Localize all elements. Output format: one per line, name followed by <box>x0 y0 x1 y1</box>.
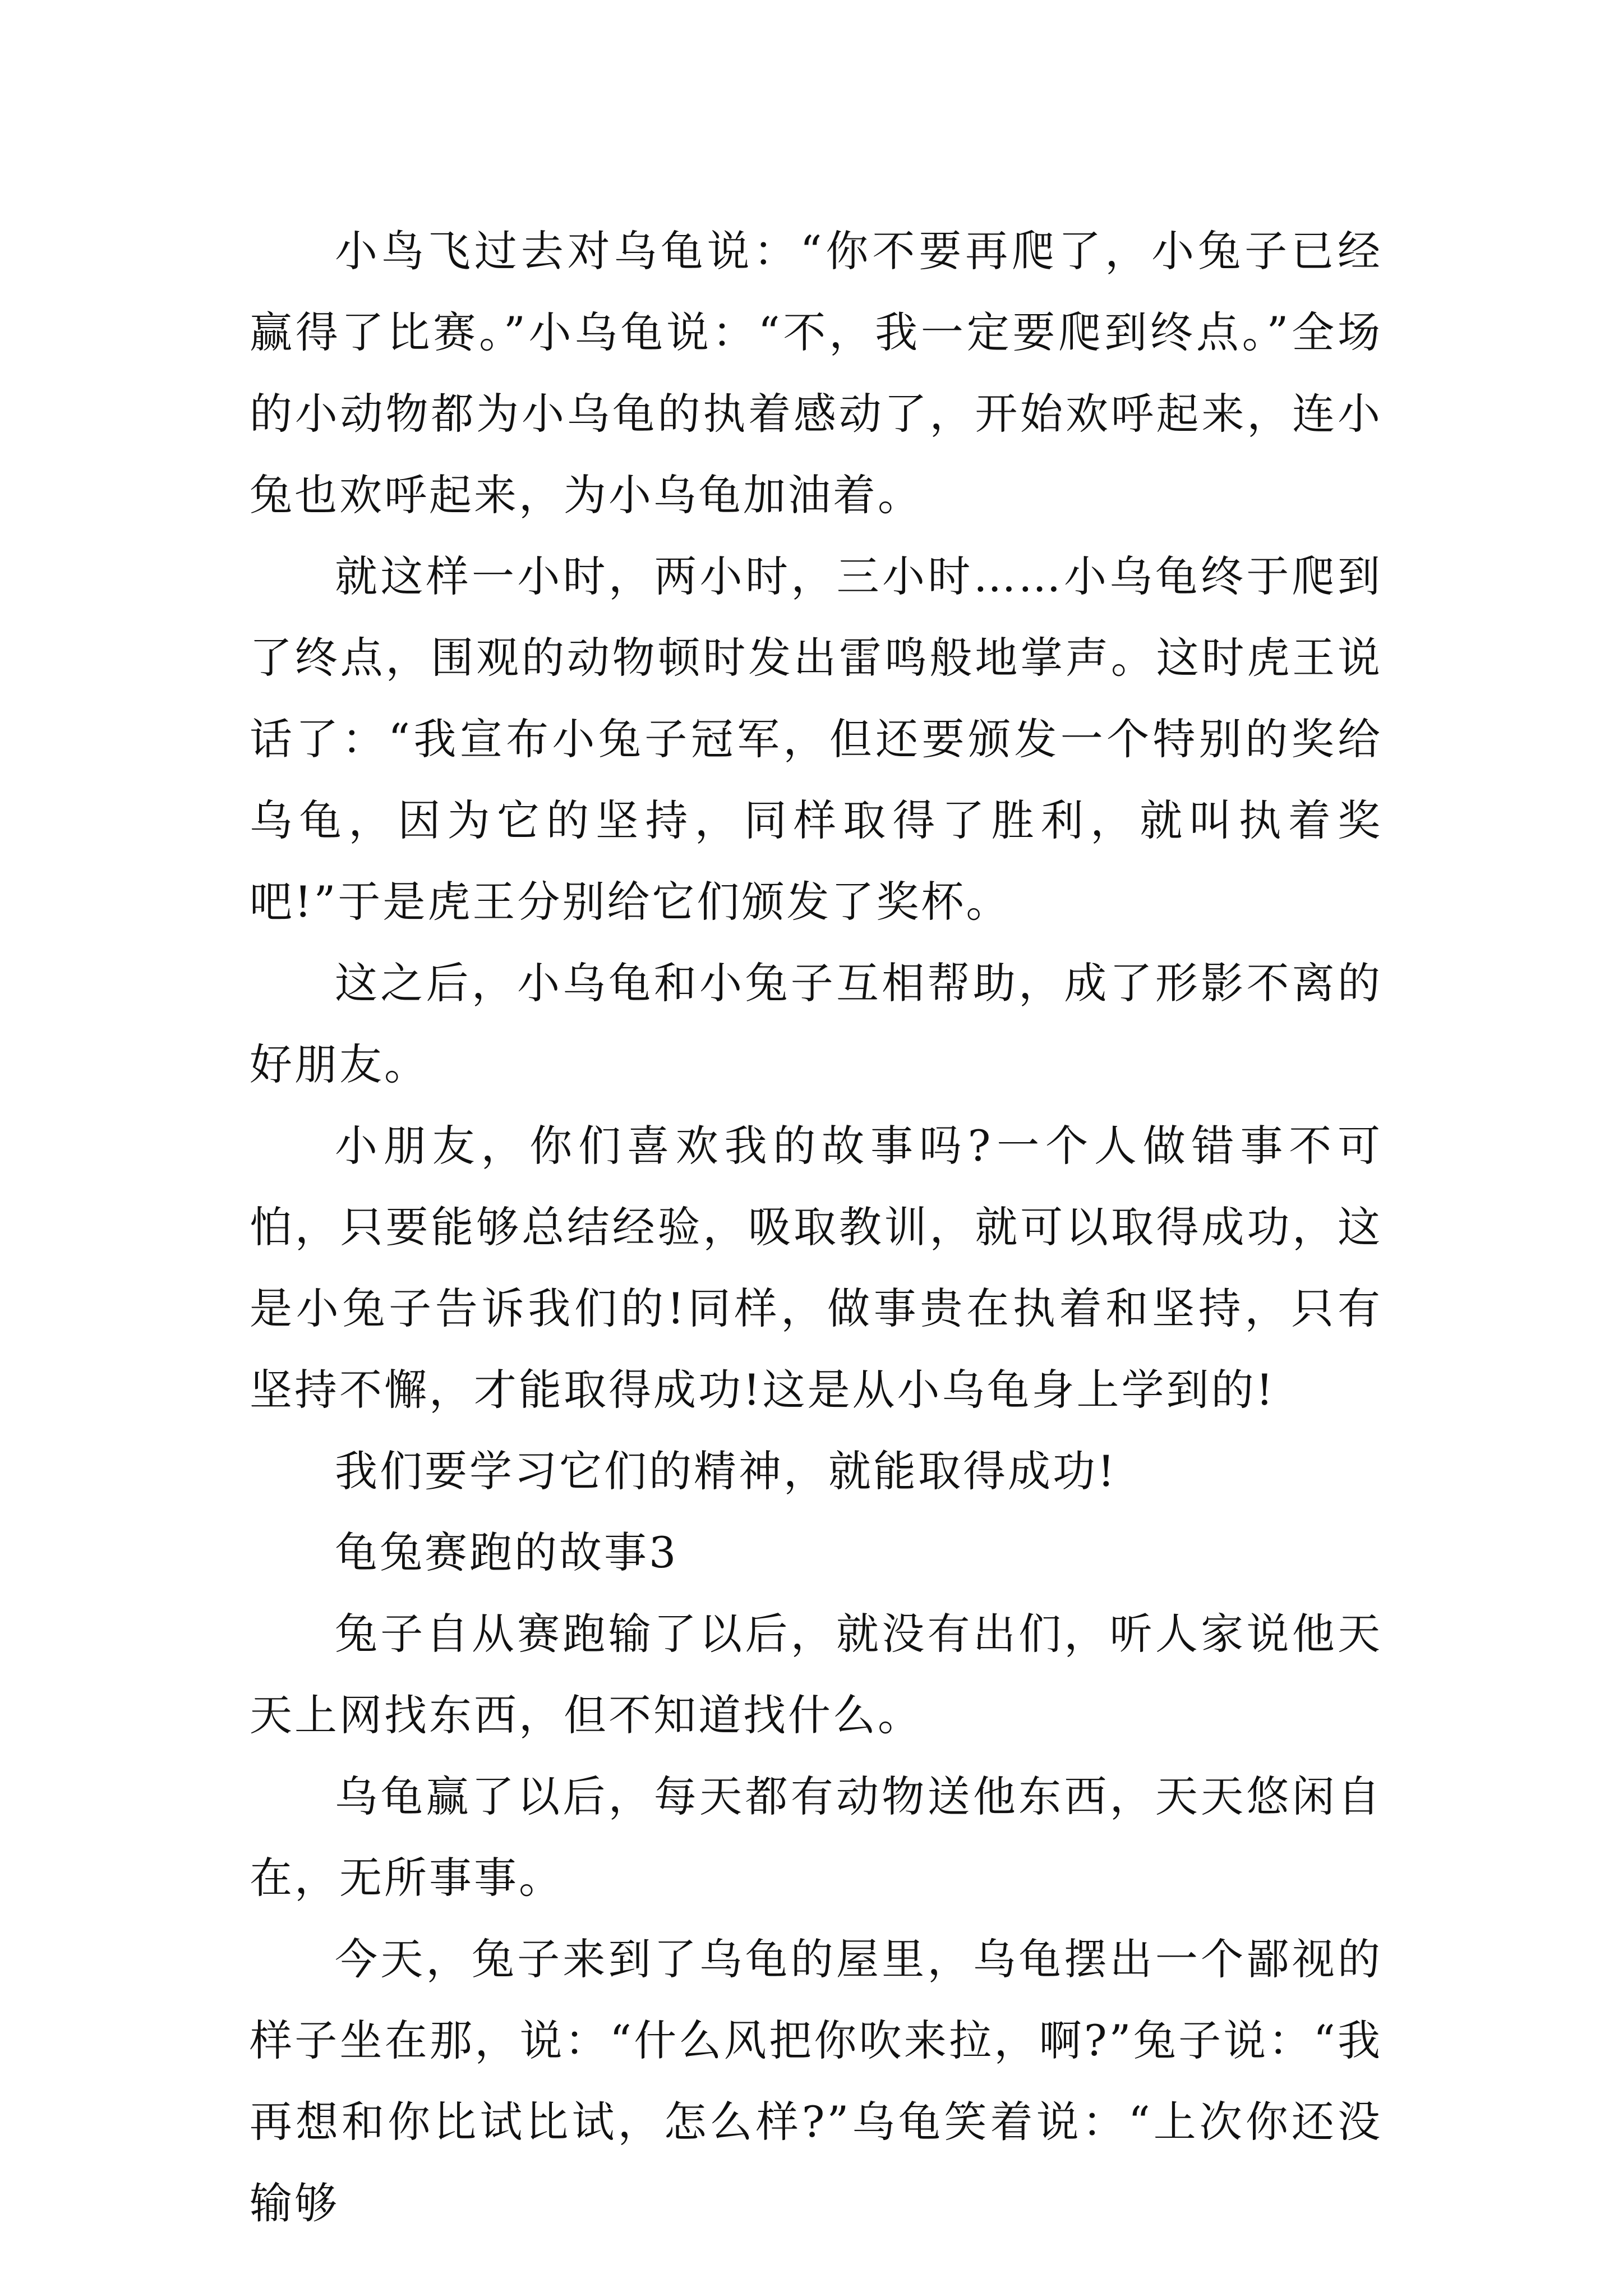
paragraph-friends: 这之后，小乌龟和小兔子互相帮助，成了形影不离的好朋友。 <box>250 958 1382 1089</box>
paragraph-finish-line: 就这样一小时，两小时，三小时……小乌龟终于爬到了终点，围观的动物顿时发出雷鸣般地掌声。这时虎王说话了：“我宣布小兔子冠军，但还要颁发一个特别的奖给乌龟，因为它的坚持，同样取得了胜利，就叫执着奖吧!”于是虎王分别给它们颁发了奖杯。 <box>250 551 1382 927</box>
paragraph-tortoise-idle: 乌龟赢了以后，每天都有动物送他东西，天天悠闲自在，无所事事。 <box>250 1772 1382 1903</box>
document-body <box>250 210 1382 2244</box>
paragraph-moral: 小朋友，你们喜欢我的故事吗?一个人做错事不可怕，只要能够总结经验，吸取教训，就可以取得成功，这是小兔子告诉我们的!同样，做事贵在执着和坚持，只有坚持不懈，才能取得成功!这是从小乌龟身上学到的! <box>250 1121 1382 1415</box>
section-heading: 龟兔赛跑的故事3 <box>335 1527 679 1577</box>
paragraph-bird-speaks: 小鸟飞过去对乌龟说：“你不要再爬了，小兔子已经赢得了比赛。”小乌龟说：“不，我一定要爬到终点。”全场的小动物都为小乌龟的执着感动了，开始欢呼起来，连小兔也欢呼起来，为小乌龟加油着。 <box>250 226 1382 520</box>
paragraph-learn-spirit: 我们要学习它们的精神，就能取得成功! <box>335 1446 1117 1496</box>
paragraph-rematch: 今天，兔子来到了乌龟的屋里，乌龟摆出一个鄙视的样子坐在那，说：“什么风把你吹来拉，啊?”兔子说：“我再想和你比试比试，怎么样?”乌龟笑着说：“上次你还没输够 <box>250 1934 1382 2228</box>
paragraph-rabbit-online: 兔子自从赛跑输了以后，就没有出们，听人家说他天天上网找东西，但不知道找什么。 <box>250 1609 1382 1740</box>
